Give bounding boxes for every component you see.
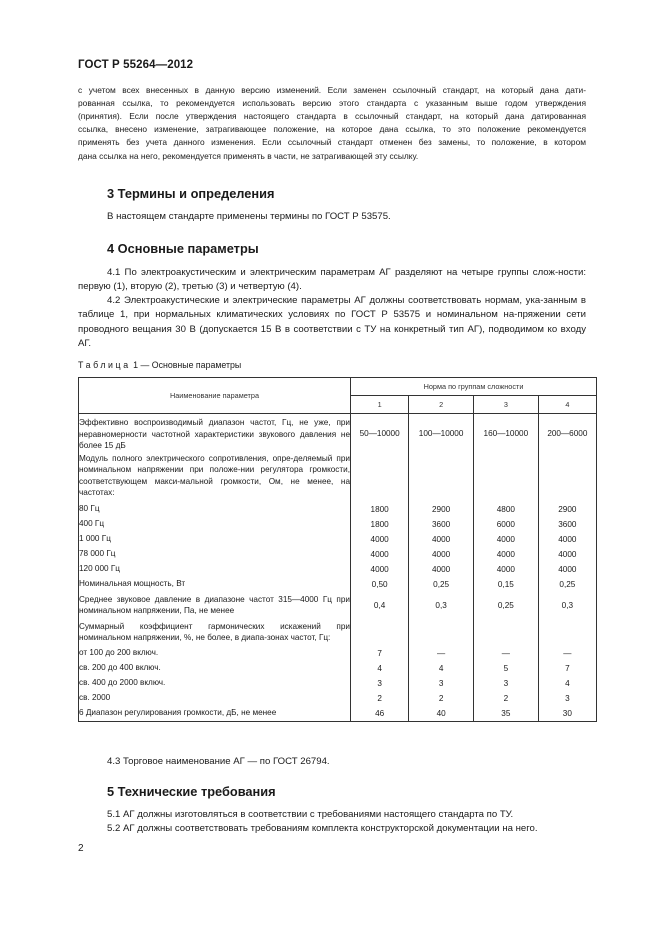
group-header: 2: [409, 396, 474, 414]
value-cell: 2900: [538, 502, 596, 517]
value-cell: 0,15: [473, 577, 538, 592]
parameters-table: [78, 377, 597, 722]
value-cell: 4000: [409, 547, 474, 562]
intro-line: применять без учета данного изменения. Если ссылочный стандарт отменен без замены, то положение, в котором: [78, 137, 586, 147]
table-row: [79, 532, 597, 547]
param-name: 1 000 Гц: [79, 532, 351, 547]
intro-line: (принятия). Если после утверждения настоящего стандарта в ссылочный стандарт, на который дана датированная: [78, 111, 586, 121]
section-4-title: 4 Основные параметры: [107, 241, 259, 256]
value-cell: 3600: [409, 517, 474, 532]
value-cell: 4000: [473, 562, 538, 577]
section-3-text: В настоящем стандарте применены термины по ГОСТ Р 53575.: [107, 211, 391, 222]
value-cell: 3: [473, 676, 538, 691]
value-cell: 6000: [473, 517, 538, 532]
value-cell: [351, 619, 409, 646]
section-3-title: 3 Термины и определения: [107, 186, 275, 201]
value-cell: 3: [409, 676, 474, 691]
paragraph-5-2: 5.2 АГ должны соответствовать требованиям комплекта конструкторской документации на него.: [107, 823, 538, 834]
value-cell: 30: [538, 706, 596, 722]
page-number: 2: [78, 843, 84, 854]
value-cell: [538, 453, 596, 502]
group-header: 4: [538, 396, 596, 414]
value-cell: 4: [409, 661, 474, 676]
intro-line: рованная ссылка, то рекомендуется использовать версию этого стандарта с указанным выше годом утверждения: [78, 98, 586, 108]
param-name: св. 400 до 2000 включ.: [79, 676, 351, 691]
value-cell: 2: [473, 691, 538, 706]
intro-line: с учетом всех внесенных в данную версию изменений. Если заменен ссылочный стандарт, на который дана дати-: [78, 85, 586, 95]
value-cell: 4000: [473, 547, 538, 562]
value-cell: 4000: [538, 562, 596, 577]
value-cell: [538, 619, 596, 646]
value-cell: 7: [538, 661, 596, 676]
param-name: Суммарный коэффициент гармонических искажений при номинальном напряжении, %, не более, в диапа-зонах частот, Гц:: [79, 619, 351, 646]
column-header-norm: Норма по группам сложности: [351, 378, 597, 396]
table-row: [79, 547, 597, 562]
value-cell: 0,50: [351, 577, 409, 592]
param-name: св. 2000: [79, 691, 351, 706]
value-cell: —: [473, 646, 538, 661]
value-cell: 0,3: [538, 592, 596, 619]
param-name: 78 000 Гц: [79, 547, 351, 562]
value-cell: 1800: [351, 517, 409, 532]
value-cell: 1800: [351, 502, 409, 517]
param-name: 120 000 Гц: [79, 562, 351, 577]
value-cell: [409, 619, 474, 646]
table-row: [79, 592, 597, 619]
value-cell: 0,4: [351, 592, 409, 619]
value-cell: 7: [351, 646, 409, 661]
table-row: [79, 562, 597, 577]
value-cell: 5: [473, 661, 538, 676]
value-cell: 40: [409, 706, 474, 722]
table-row: [79, 691, 597, 706]
value-cell: 3600: [538, 517, 596, 532]
group-header: 3: [473, 396, 538, 414]
value-cell: 160—10000: [473, 414, 538, 453]
value-cell: 4000: [351, 547, 409, 562]
value-cell: 2: [351, 691, 409, 706]
value-cell: 4000: [538, 532, 596, 547]
value-cell: 4000: [538, 547, 596, 562]
intro-line: дана ссылка на него, рекомендуется применять в части, не затрагивающей эту ссылку.: [78, 151, 419, 161]
value-cell: [409, 453, 474, 502]
value-cell: 0,3: [409, 592, 474, 619]
paragraph-4-1: 4.1 По электроакустическим и электрическим параметрам АГ разделяют на четыре группы слож-ности: первую (1), вторую (2), третью (3) и четвертую (4).: [78, 267, 586, 293]
value-cell: 4800: [473, 502, 538, 517]
table-row: [79, 619, 597, 646]
value-cell: 4000: [409, 532, 474, 547]
table-row: [79, 661, 597, 676]
table-caption-rest: 1 — Основные параметры: [130, 360, 242, 370]
table-row: [79, 517, 597, 532]
value-cell: 4: [351, 661, 409, 676]
param-name: от 100 до 200 включ.: [79, 646, 351, 661]
value-cell: 2900: [409, 502, 474, 517]
value-cell: [473, 619, 538, 646]
value-cell: 4000: [351, 562, 409, 577]
param-name: Эффективно воспроизводимый диапазон частот, Гц, не уже, при неравномерности частотной характеристики звукового давления не более 15 дБ: [79, 414, 351, 453]
value-cell: 3: [538, 691, 596, 706]
document-header: ГОСТ Р 55264—2012: [78, 59, 194, 71]
value-cell: —: [409, 646, 474, 661]
param-name: 6 Диапазон регулирования громкости, дБ, не менее: [79, 706, 351, 722]
param-name: Среднее звуковое давление в диапазоне частот 315—4000 Гц при номинальном напряжении, Па, не менее: [79, 592, 351, 619]
value-cell: 4000: [351, 532, 409, 547]
value-cell: 100—10000: [409, 414, 474, 453]
value-cell: 50—10000: [351, 414, 409, 453]
value-cell: 3: [351, 676, 409, 691]
value-cell: 46: [351, 706, 409, 722]
value-cell: 2: [409, 691, 474, 706]
value-cell: 4000: [473, 532, 538, 547]
paragraph-4-2: 4.2 Электроакустические и электрические параметры АГ должны соответствовать нормам, ука-занным в таблице 1, при нормальных климатических условиях по ГОСТ Р 53575 и номинальном на-пряжении сети проводного вещания 30 В (допускается 15 В в соответствии с ТУ на конкретный тип АГ), подводимом ко входу АГ.: [78, 295, 586, 349]
table-caption: [78, 360, 241, 370]
param-name: 400 Гц: [79, 517, 351, 532]
paragraph-4-3: 4.3 Торговое наименование АГ — по ГОСТ 26794.: [107, 756, 330, 767]
value-cell: [351, 453, 409, 502]
table-row: [79, 577, 597, 592]
value-cell: 0,25: [473, 592, 538, 619]
table-row: [79, 706, 597, 722]
intro-line: ссылка, внесено изменение, затрагивающее положение, на которое дана ссылка, то это положение рекомендуется: [78, 124, 586, 134]
table-row: [79, 414, 597, 453]
param-name: св. 200 до 400 включ.: [79, 661, 351, 676]
value-cell: [473, 453, 538, 502]
value-cell: 4: [538, 676, 596, 691]
paragraph-5-1: 5.1 АГ должны изготовляться в соответствии с требованиями настоящего стандарта по ТУ.: [107, 809, 514, 820]
value-cell: 0,25: [409, 577, 474, 592]
table-caption-prefix: Таблица: [78, 360, 131, 370]
table-row: [79, 646, 597, 661]
value-cell: 4000: [409, 562, 474, 577]
value-cell: 200—6000: [538, 414, 596, 453]
value-cell: 35: [473, 706, 538, 722]
section-5-title: 5 Технические требования: [107, 784, 276, 799]
value-cell: —: [538, 646, 596, 661]
group-header: 1: [351, 396, 409, 414]
column-header-parameter: Наименование параметра: [79, 378, 351, 414]
param-name: Модуль полного электрического сопротивления, опре-деляемый при номинальном напряжении при положе-нии регулятора громкости, соответствующем макси-мальной громкости, Ом, не менее, на частотах:: [79, 453, 351, 502]
value-cell: 0,25: [538, 577, 596, 592]
table-row: [79, 676, 597, 691]
param-name: Номинальная мощность, Вт: [79, 577, 351, 592]
param-name: 80 Гц: [79, 502, 351, 517]
table-row: [79, 502, 597, 517]
table-row: [79, 453, 597, 502]
